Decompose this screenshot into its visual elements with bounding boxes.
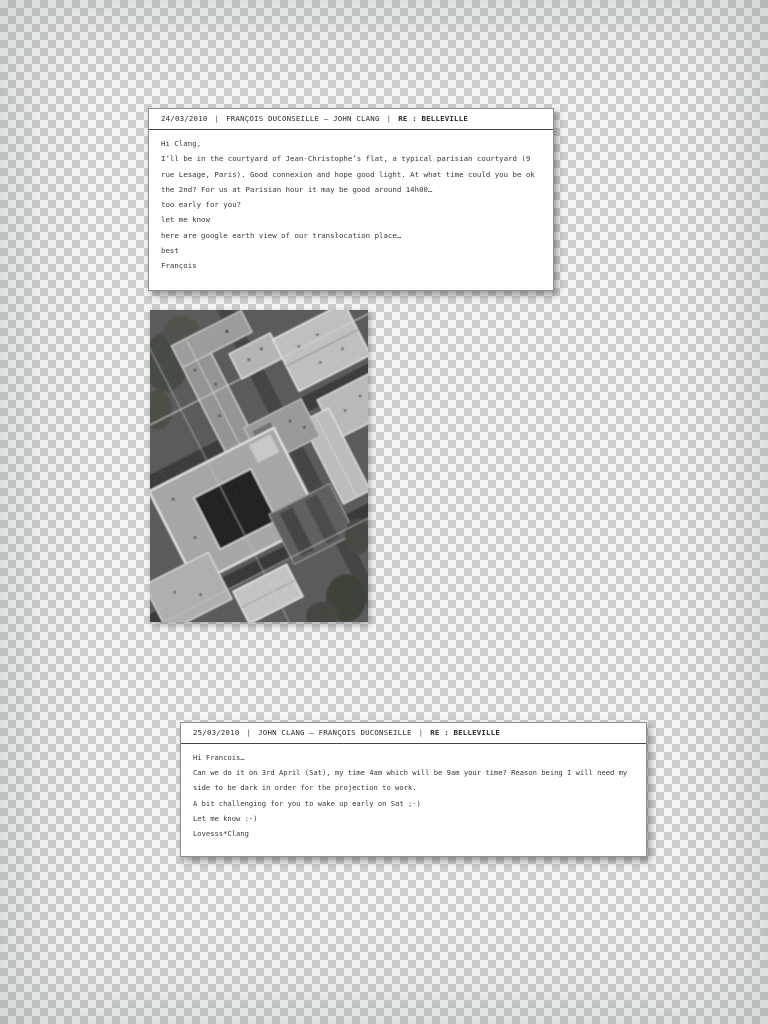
email-card-1: [148, 108, 554, 291]
body-line: let me know: [161, 215, 210, 225]
body-line: François: [161, 261, 197, 271]
pipe-separator: |: [214, 114, 220, 123]
body-line: Can we do it on 3rd April (Sat), my time 4am which will be 9am your time? Reason being I will need my: [193, 768, 628, 778]
email-body: [181, 744, 646, 841]
body-line: too early for you?: [161, 200, 242, 210]
email-card-2: [180, 722, 647, 857]
body-line: Hi Francois…: [193, 753, 245, 762]
body-line: I’ll be in the courtyard of Jean-Christophe’s flat, a typical parisian courtyard (9: [161, 154, 531, 164]
email-subject: RE : BELLEVILLE: [398, 114, 468, 123]
email-participants: FRANÇOIS DUCONSEILLE — JOHN CLANG: [226, 114, 380, 123]
email-subject: RE : BELLEVILLE: [430, 728, 500, 737]
email-participants: JOHN CLANG — FRANÇOIS DUCONSEILLE: [258, 728, 412, 737]
body-line: side to be dark in order for the projection to work.: [193, 783, 417, 793]
aerial-photo: [150, 310, 368, 622]
body-line: Hi Clang,: [161, 139, 202, 148]
email-date: 24/03/2010: [161, 114, 208, 123]
body-line: A bit challenging for you to wake up early on Sat ;-): [193, 798, 421, 808]
pipe-separator: |: [246, 728, 252, 737]
body-line: Let me know :-): [193, 813, 258, 823]
pipe-separator: |: [386, 114, 392, 123]
body-line: the 2nd? For us at Parisian hour it may be good around 14h00…: [161, 184, 433, 194]
pipe-separator: |: [418, 728, 424, 737]
body-line: best: [161, 246, 179, 256]
email-header: [149, 109, 553, 130]
email-header: [181, 723, 646, 744]
email-date: 25/03/2010: [193, 728, 240, 737]
email-body: [149, 130, 553, 274]
aerial-photo-image: [150, 310, 368, 622]
body-line: here are google earth view of our translocation place…: [161, 230, 402, 240]
body-line: Lovesss*Clang: [193, 829, 249, 839]
body-line: rue Lesage, Paris). Good connexion and hope good light. At what time could you be ok: [161, 169, 535, 179]
